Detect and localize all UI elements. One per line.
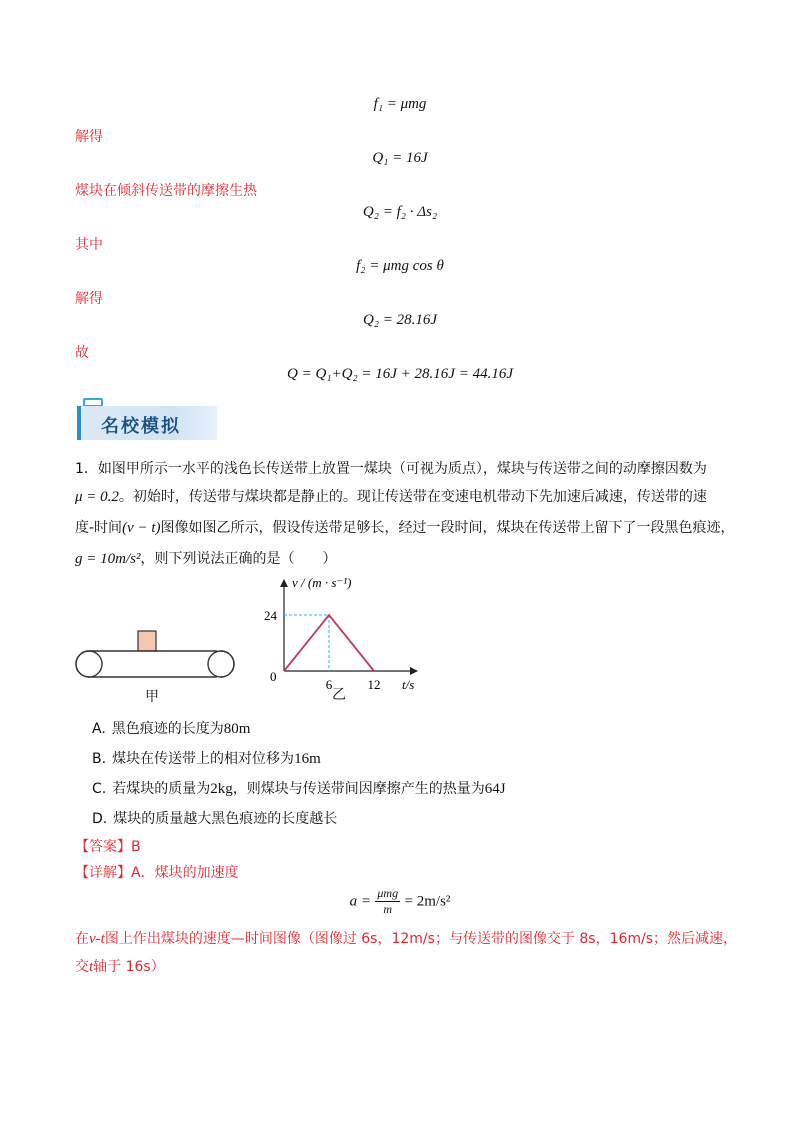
explain-2-b: 轴于 16s）	[93, 959, 165, 975]
accel-fraction	[375, 886, 400, 917]
figure-jia-label: 甲	[145, 689, 159, 705]
question-line-1	[75, 458, 707, 478]
question-line-3	[75, 517, 735, 537]
vt-notation: (v − t)	[122, 520, 161, 536]
accel-denominator: m	[383, 902, 393, 916]
option-b-letter: B.	[92, 751, 107, 767]
option-b-text: 煤块在传送带上的相对位移为	[112, 751, 295, 767]
option-d-letter: D.	[92, 811, 108, 827]
option-c-value-2: 64J	[484, 781, 506, 797]
option-c-value: 2kg	[210, 781, 233, 797]
equation-q2-definition: Q₂ = f₂ · Δs₂	[362, 204, 438, 220]
question-line-2	[75, 486, 707, 506]
answer-line	[75, 836, 141, 856]
x-axis-arrow	[410, 667, 418, 675]
option-d-text: 煤块的质量越大黑色痕迹的长度越长	[113, 811, 338, 827]
question-line-4	[75, 548, 336, 568]
detail-label: 【详解】	[75, 865, 131, 881]
x-tick-label-6: 6	[325, 677, 333, 692]
mu-equation: μ = 0.2	[75, 489, 119, 505]
banner-background	[77, 406, 217, 440]
question-number: 1．	[75, 461, 98, 477]
g-equation: g = 10m/s²	[75, 551, 141, 567]
answer-label: 【答案】	[75, 839, 131, 855]
acceleration-equation	[0, 886, 800, 917]
equation-total-heat: Q = Q₁+Q₂ = 16J + 28.16J = 44.16J	[286, 366, 513, 382]
explain-1-vt: v-t	[89, 931, 105, 947]
option-b-value: 16m	[294, 751, 321, 767]
figure-yi-label: 乙	[332, 687, 346, 703]
accel-numerator: μmg	[377, 886, 399, 900]
option-a-letter: A.	[92, 721, 106, 737]
explain-1-b: 图上作出煤块的速度—时间图像（图像过 6s，12m/s；与传送带的图像交于 8s，16m/s；然后减速，	[104, 931, 738, 947]
question-text-3a: 度-时间	[75, 520, 123, 536]
option-c-text: 若煤块的质量为	[112, 781, 211, 797]
vt-graph	[262, 575, 422, 700]
label-jiede-1: 解得	[75, 129, 103, 145]
y-axis-arrow	[280, 579, 288, 587]
option-c[interactable]	[92, 778, 506, 798]
explain-2-t: t	[89, 959, 94, 975]
question-text-2: 。初始时，传送带与煤块都是静止的。现让传送带在变速电机带动下先加速后减速，传送带的速	[118, 489, 707, 505]
explain-line-2	[75, 956, 165, 976]
detail-text: A．煤块的加速度	[131, 865, 239, 881]
option-c-text-2: ，则煤块与传送带间因摩擦产生的热量为	[232, 781, 485, 797]
equation-f1: f₁ = μmg	[373, 96, 427, 112]
label-qizhong: 其中	[75, 237, 103, 253]
question-text-3b: 图像如图乙所示，假设传送带足够长，经过一段时间，煤块在传送带上留下了一段黑色痕迹，	[160, 520, 735, 536]
answer-value: B	[131, 839, 141, 855]
coal-block	[138, 631, 156, 651]
equation-q1: Q₁ = 16J	[372, 150, 428, 166]
option-a[interactable]	[92, 718, 250, 738]
option-a-text: 黑色痕迹的长度为	[111, 721, 224, 737]
detail-line	[75, 862, 239, 882]
y-axis-label: v / (m · s⁻¹)	[292, 575, 352, 590]
origin-label: 0	[270, 669, 277, 684]
equation-q2-result: Q₂ = 28.16J	[362, 312, 438, 328]
option-c-letter: C.	[92, 781, 107, 797]
question-text-1: 如图甲所示一水平的浅色长传送带上放置一煤块（可视为质点），煤块与传送带之间的动摩擦因数为	[97, 461, 707, 477]
banner-title: 名校模拟	[101, 416, 181, 437]
x-axis-label: t/s	[402, 677, 415, 692]
accel-lhs: a =	[349, 893, 371, 910]
accel-rhs: = 2m/s²	[404, 893, 451, 910]
question-text-4: ，则下列说法正确的是（ ）	[140, 551, 337, 567]
section-banner	[77, 398, 215, 442]
label-gu: 故	[75, 345, 89, 361]
option-b[interactable]	[92, 748, 321, 768]
option-d[interactable]	[92, 808, 337, 828]
explain-1-a: 在	[75, 931, 89, 947]
equation-f2: f₂ = μmg cos θ	[356, 258, 444, 274]
x-tick-label-12: 12	[367, 677, 381, 692]
label-jiede-2: 解得	[75, 291, 103, 307]
option-a-value: 80m	[223, 721, 251, 737]
explain-2-a: 交	[75, 959, 89, 975]
explain-line-1	[75, 928, 737, 948]
y-tick-label-24: 24	[264, 608, 277, 623]
label-incline-heat: 煤块在倾斜传送带的摩擦生热	[75, 183, 257, 199]
